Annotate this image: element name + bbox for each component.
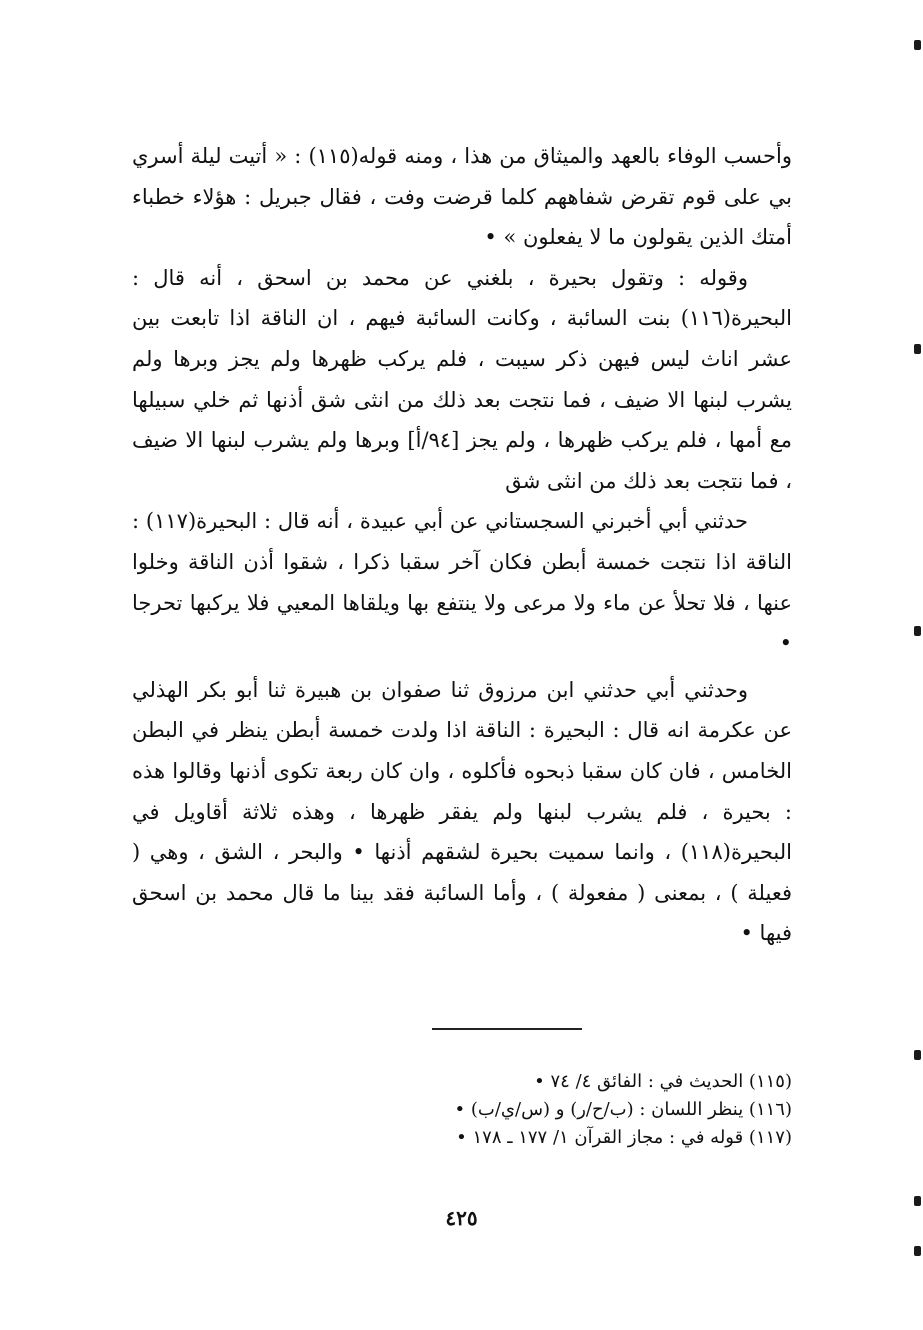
- paragraph-4: وحدثني أبي حدثني ابن مرزوق ثنا صفوان بن هبيرة ثنا أبو بكر الهذلي عن عكرمة انه قال : البحيرة : الناقة اذا ولدت خمسة أبطن ينظر في البطن الخامس ، فان كان سقبا ذبحوه فأكلوه ، وان كان ربعة تكوى أذنها وقالوا هذه : بحيرة ، فلم يشرب لبنها ولم يفقر ظهرها ، وهذه ثلاثة أقاويل في البحيرة(١١٨) ، وانما سميت بحيرة لشقهم أذنها • والبحر ، الشق ، وهي ( فعيلة ) ، بمعنى ( مفعولة ) ، وأما السائبة فقد بينا ما قال محمد بن اسحق فيها •: [132, 677, 792, 946]
- page-number: ٤٢٥: [445, 1206, 478, 1230]
- footnote-separator: [432, 1028, 582, 1030]
- footnotes: [330, 1068, 792, 1152]
- footnote-116: (١١٦) ينظر اللسان : (ب/ح/ر) و (س/ي/ب) •: [454, 1099, 792, 1120]
- edge-mark: [914, 626, 921, 636]
- footnote-115: (١١٥) الحديث في : الفائق ٤/ ٧٤ •: [534, 1071, 792, 1092]
- footnote-117: (١١٧) قوله في : مجاز القرآن ١/ ١٧٧ ـ ١٧٨ •: [456, 1127, 792, 1148]
- edge-mark: [914, 1050, 921, 1060]
- edge-mark: [914, 344, 921, 354]
- edge-mark: [914, 40, 921, 50]
- edge-mark: [914, 1196, 921, 1206]
- paragraph-2: وقوله : وتقول بحيرة ، بلغني عن محمد بن اسحق ، أنه قال : البحيرة(١١٦) بنت السائبة ، وكانت السائبة فيهم ، ان الناقة اذا تابعت بين عشر اناث ليس فيهن ذكر سيبت ، فلم يركب ظهرها ولم يجز وبرها ولم يشرب لبنها الا ضيف ، فما نتجت بعد ذلك من انثى شق أذنها ثم خلي سبيلها مع أمها ، فلم يركب ظهرها ، ولم يجز [٩٤/أ] وبرها ولم يشرب لبنها الا ضيف ، فما نتجت بعد ذلك من انثى شق: [132, 265, 792, 493]
- main-text: [132, 136, 792, 954]
- paragraph-3: حدثني أبي أخبرني السجستاني عن أبي عبيدة ، أنه قال : البحيرة(١١٧) : الناقة اذا نتجت خمسة أبطن فكان آخر سقبا ذكرا ، شقوا أذن الناقة وخلوا عنها ، فلا تحلأ عن ماء ولا مرعى ولا ينتفع بها ويلقاها المعيي فلا يركبها تحرجا •: [132, 509, 792, 656]
- edge-mark: [914, 1246, 921, 1256]
- paragraph-1: وأحسب الوفاء بالعهد والميثاق من هذا ، ومنه قوله(١١٥) : « أتيت ليلة أسري بي على قوم تقرض شفاههم كلما قرضت وفت ، فقال جبريل : هؤلاء خطباء أمتك الذين يقولون ما لا يفعلون » •: [132, 144, 792, 250]
